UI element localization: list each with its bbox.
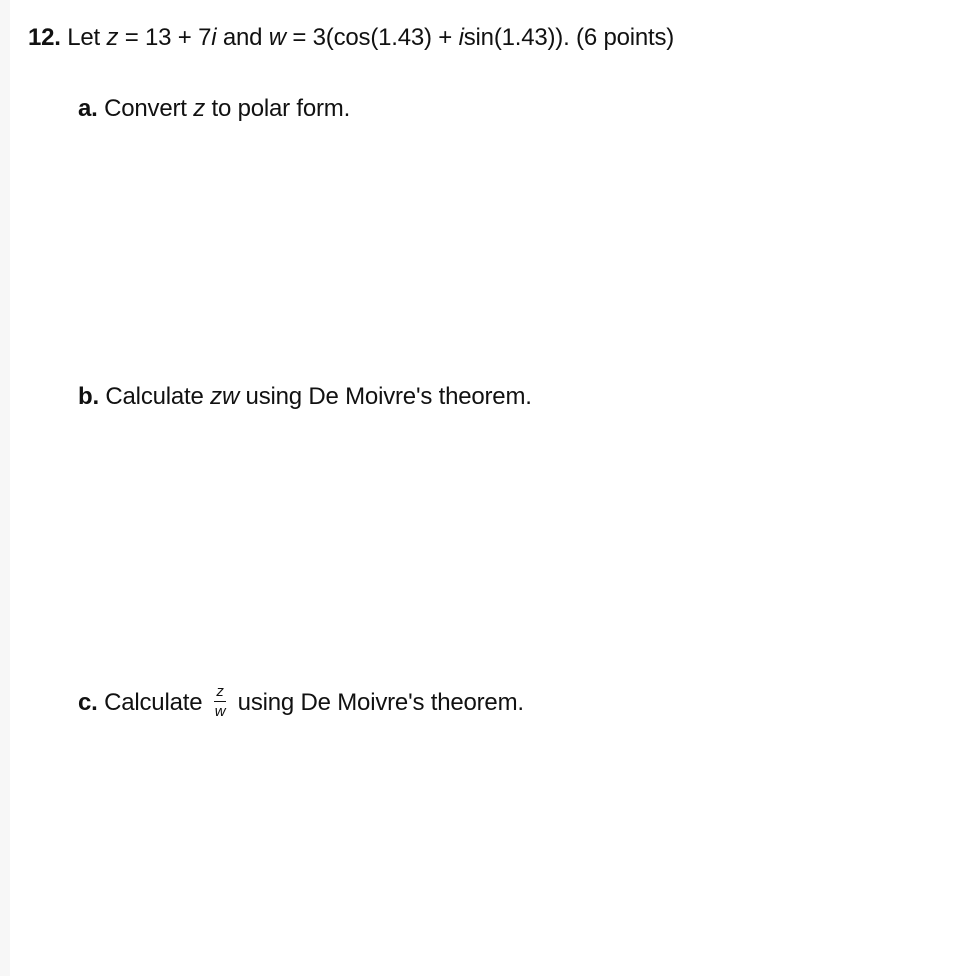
part-c-label: c.	[78, 688, 98, 716]
var-z: z	[106, 24, 119, 51]
part-a-var: z	[193, 95, 206, 122]
part-b-var: zw	[210, 383, 240, 410]
z-definition: = 13 + 7	[118, 24, 212, 51]
part-b	[78, 383, 532, 411]
var-w: w	[268, 24, 286, 51]
part-b-text-end: using De Moivre's theorem.	[245, 383, 532, 410]
part-a-text: Convert	[104, 95, 187, 122]
part-a-label: a.	[78, 95, 98, 122]
and-text: and	[216, 24, 269, 51]
fraction-denominator: w	[214, 703, 226, 720]
part-c-text: Calculate	[104, 688, 203, 716]
fraction-z-over-w	[214, 683, 225, 720]
imaginary-unit: i	[211, 24, 217, 51]
question-let: Let	[67, 24, 100, 51]
part-b-text: Calculate	[105, 383, 204, 410]
imaginary-unit: i	[458, 24, 464, 51]
w-definition: = 3(cos(1.43) +	[285, 24, 459, 51]
question-number: 12.	[28, 24, 61, 51]
part-a-text-end: to polar form.	[211, 95, 351, 122]
fraction-numerator: z	[216, 683, 224, 700]
question-header	[28, 24, 674, 52]
page-left-margin	[0, 0, 10, 976]
w-definition-tail: sin(1.43)). (6 points)	[463, 24, 675, 51]
part-c-text-end: using De Moivre's theorem.	[237, 688, 524, 716]
part-a	[78, 95, 350, 123]
part-b-label: b.	[78, 383, 99, 410]
part-c	[78, 685, 524, 722]
